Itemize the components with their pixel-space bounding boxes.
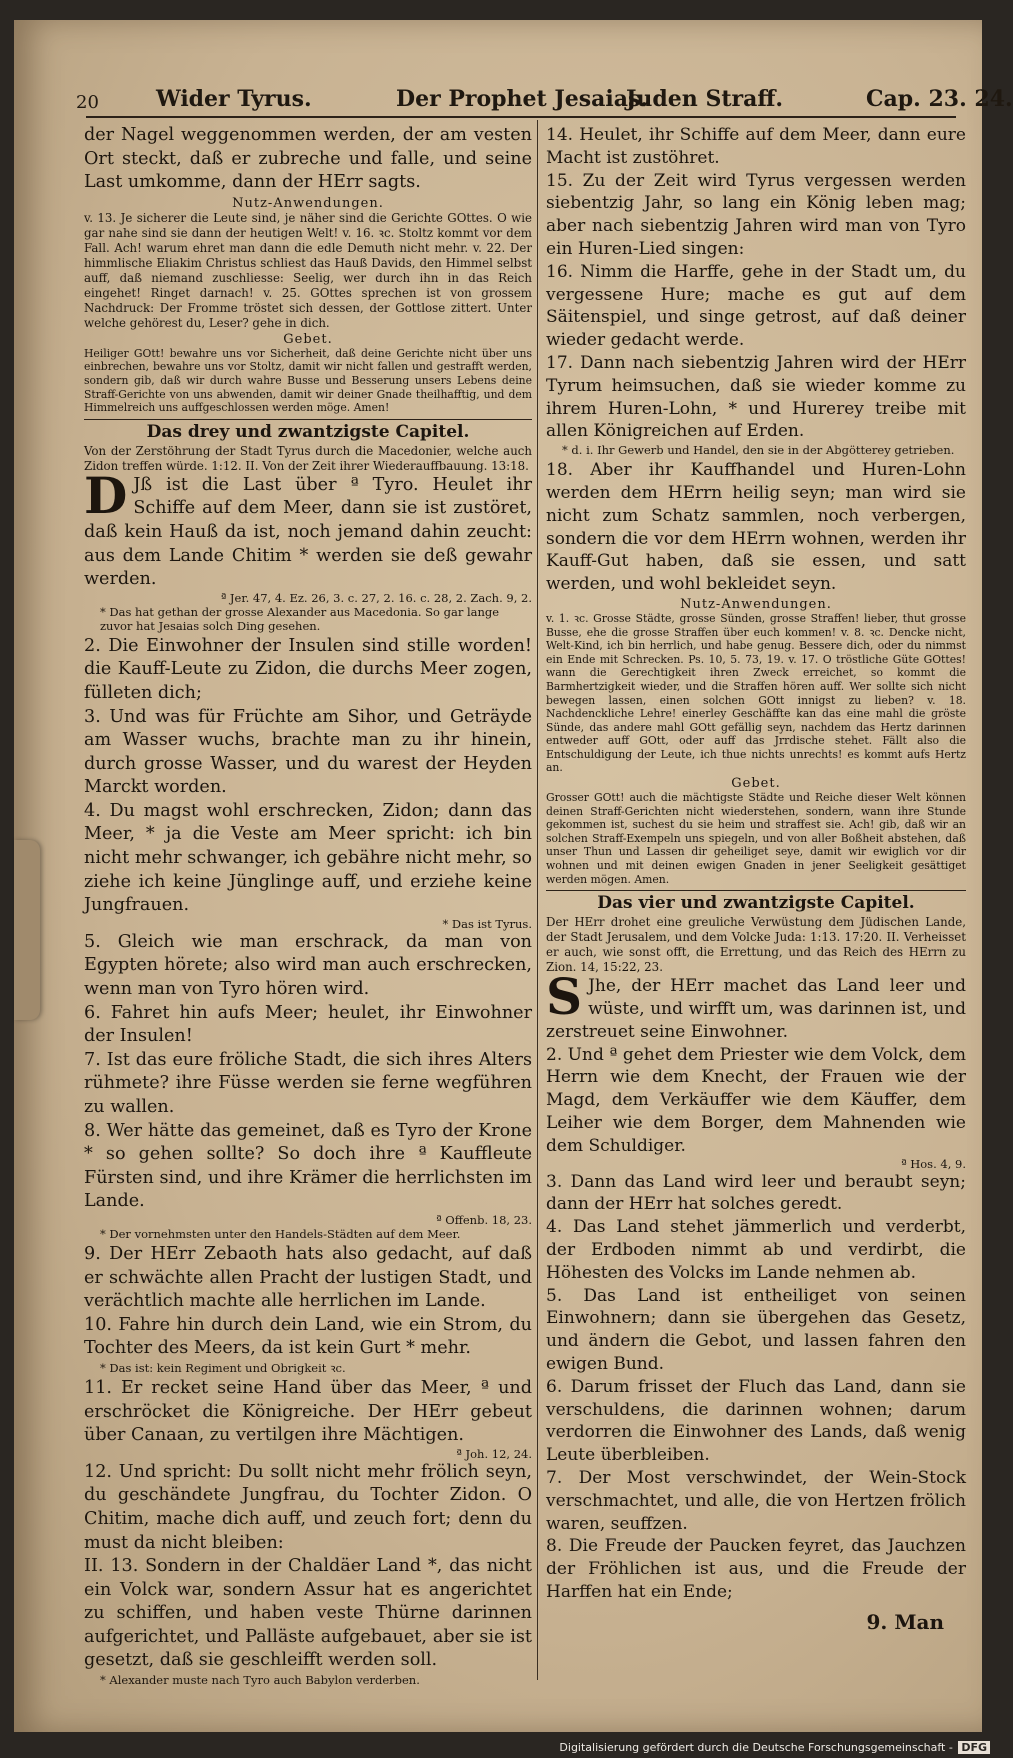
- footnote: * d. i. Ihr Gewerb und Handel, den sie in der Abgötterey getrieben.: [562, 443, 955, 458]
- cross-reference: ª Hos. 4, 9.: [901, 1156, 966, 1171]
- column-rule: [537, 120, 538, 1680]
- gebet-heading: Gebet.: [283, 331, 333, 347]
- gebet-text: Heiliger GOtt! bewahre uns vor Sicherheit, daß deine Gerichte nicht über uns einbrechen, bewahre uns vor Stoltz, damit wir nicht fallen und gestrafft werden, sondern gib, daß wir durch wahre Busse und Besserung unsers Lebens deine Straff-Gerichte von uns abwenden, damit wir deiner Gnade theilhafftig, und dem Himmelreich uns auffgeschlossen werden möge. Amen!: [84, 346, 532, 415]
- chapter-summary: Der HErr drohet eine greuliche Verwüstung dem Jüdischen Lande, der Stadt Jerusalem, und dem Volcke Juda: 1:13. 17:20. II. Verheisset er auch, wie sonst offt, die Errettung, und das Reich des HErrn zu Zion. 14, 15:22, 23.: [546, 915, 966, 975]
- left-column: [84, 124, 532, 1689]
- verse-6: 6. Fahret hin aufs Meer; heulet, ihr Einwohner der Insulen!: [84, 1002, 532, 1047]
- digitization-credit: [559, 1741, 990, 1754]
- catchword: 9. Man: [866, 1610, 944, 1634]
- verse-text: Jhe, der HErr machet das Land leer und wüste, und wirfft um, was darinnen ist, und zerstreuet seine Einwohner.: [546, 976, 966, 1042]
- nutz-text: v. 1. ꝛc. Grosse Städte, grosse Sünden, grosse Straffen! lieber, thut grosse Busse, ehe die grosse Straffen über euch kommen! v. 8. ꝛc. Dencke nicht, Welt-Kind, ich bin herrlich, und habe genug. Bessere dich, oder du nimmst ein Ende mit Schrecken. Ps. 10, 5. 73, 19. v. 17. O tröstliche Güte GOttes! wann die Gerechtigkeit ihren Zweck erreichet, so kommt die Barmhertzigkeit wieder, und die Straffen hören auff. Wer sollte sich nicht bewegen lassen, einen solchen GOtt innigst zu lieben? v. 18. Nachdenckliche Lehre! einerley Geschäffte kan das eine mahl die gröste Sünde, das andere mahl GOtt gefällig seyn, nachdem das Hertz darinnen entweder auff GOtt, oder auff das Jrrdische stehet. Fällt also die Entschuldigung der Leute, ich thue nichts unrechts! es kommt aufs Hertz an.: [546, 611, 966, 775]
- verse-6: 6. Darum frisset der Fluch das Land, dann sie verschuldens, die darinnen wohnen; darum verdorren die Einwohner des Lands, daß wenig Leute überbleiben.: [546, 1376, 966, 1466]
- verse-16: 16. Nimm die Harffe, gehe in der Stadt um, du vergessene Hure; mache es gut auf dem Säitenspiel, und singe getrost, auf daß deiner wieder gedacht werde.: [546, 261, 966, 351]
- chapter-summary: Von der Zerstöhrung der Stadt Tyrus durch die Macedonier, welche auch Zidon treffen würde. 1:12. II. Von der Zeit ihrer Wiederauffbauung. 13:18.: [84, 443, 532, 473]
- page-number: 20: [76, 92, 99, 113]
- verse-15: 15. Zu der Zeit wird Tyrus vergessen werden siebentzig Jahr, so lang ein König leben mag; aber nach siebentzig Jahren wird man von Tyro ein Huren-Lied singen:: [546, 170, 966, 259]
- footnote: * Das ist Tyrus.: [442, 916, 532, 931]
- verse-9: 9. Der HErr Zebaoth hats also gedacht, auf daß er schwächte allen Pracht der lustigen Stadt, und verächtlich machte alle herrlichen im Lande.: [84, 1243, 532, 1312]
- page-clip: [14, 840, 40, 1020]
- verse-3: 3. Dann das Land wird leer und beraubt seyn; dann der HErr hat solches geredt.: [546, 1171, 966, 1215]
- credit-text: Digitalisierung gefördert durch die Deutsche Forschungsgemeinschaft -: [559, 1741, 953, 1754]
- header-rule: [86, 116, 956, 118]
- drop-capital: D: [84, 465, 128, 525]
- gebet-heading: Gebet.: [731, 776, 781, 792]
- header-right: Juden Straff.: [626, 86, 784, 112]
- verse-17: 17. Dann nach siebentzig Jahren wird der HErr Tyrum heimsuchen, daß sie wieder komme zu ihrem Huren-Lohn, * und Hurerey treibe mit allen Königreichen auf Erden.: [546, 352, 966, 442]
- verse-1: [546, 967, 966, 1043]
- footnote: * Das ist: kein Regiment und Obrigkeit ꝛc.: [100, 1360, 346, 1375]
- verse-10: 10. Fahre hin durch dein Land, wie ein Strom, du Tochter des Meers, da ist kein Gurt * mehr.: [84, 1314, 532, 1359]
- nutz-heading: Nutz-Anwendungen.: [680, 596, 832, 612]
- nutz-text: v. 13. Je sicherer die Leute sind, je näher sind die Gerichte GOttes. O wie gar nahe sind sie dann der heutigen Welt! v. 16. ꝛc. Stoltz kommt vor dem Fall. Ach! warum ehret man dann die edle Demuth nicht mehr. v. 22. Der himmlische Eliakim Christus schliest das Hauß Davids, den Himmel selbst auff, daß niemand zuschliesse: Seelig, wer durch ihn in das Reich eingehet! Ringet darnach! v. 25. GOttes sprechen ist von grossem Nachdruck: Der Fromme tröstet sich dessen, der Gottlose zittert. Unter welche gehörest du, Leser? gehe in dich.: [84, 210, 532, 330]
- drop-capital: S: [546, 967, 583, 1027]
- verse-12: 12. Und spricht: Du sollt nicht mehr frölich seyn, du geschändete Jungfrau, du Tochter Zidon. O Chitim, mache dich auff, und zeuch fort; denn du must da nicht bleiben:: [84, 1461, 532, 1553]
- cross-reference: ª Jer. 47, 4. Ez. 26, 3. c. 27, 2. 16. c. 28, 2. Zach. 9, 2.: [220, 590, 532, 605]
- chapter-title: Das vier und zwantzigste Capitel.: [546, 890, 966, 913]
- footnote: * Der vornehmsten unter den Handels-Städten auf dem Meer.: [100, 1226, 461, 1241]
- verse-4: 4. Du magst wohl erschrecken, Zidon; dann das Meer, * ja die Veste am Meer spricht: ich bin nicht mehr schwanger, ich gebähre nicht mehr, so ziehe ich keine Jünglinge auff, und erziehe keine Jungfrauen.: [84, 800, 532, 916]
- verse-text: Jß ist die Last über ª Tyro. Heulet ihr Schiffe auf dem Meer, dann sie ist zustöret, daß kein Hauß da ist, noch jemand dahin zeucht: aus dem Lande Chitim * werden sie deß gewahr werden.: [84, 474, 532, 590]
- header-chapter: Cap. 23. 24.: [866, 86, 1013, 112]
- right-column: [546, 124, 966, 1604]
- cross-reference: ª Joh. 12, 24.: [456, 1446, 532, 1461]
- verse-14: 14. Heulet, ihr Schiffe auf dem Meer, dann eure Macht ist zustöhret.: [546, 125, 966, 168]
- verse-3: 3. Und was für Früchte am Sihor, und Geträyde am Wasser wuchs, brachte man zu ihr hinein, durch grosse Wasser, und du warest der Heyden Marckt worden.: [84, 706, 532, 798]
- verse-continuation: der Nagel weggenommen werden, der am vesten Ort steckt, daß er zubreche und falle, und seine Last umkomme, dann der HErr sagts.: [84, 125, 532, 193]
- verse-8: 8. Die Freude der Paucken feyret, das Jauchzen der Fröhlichen ist aus, und die Freude der Harffen hat ein Ende;: [546, 1536, 966, 1602]
- verse-2: 2. Die Einwohner der Insulen sind stille worden! die Kauff-Leute zu Zidon, die durchs Meer zogen, fülleten dich;: [84, 635, 532, 703]
- dfg-logo: DFG: [958, 1741, 990, 1754]
- verse-7: 7. Ist das eure fröliche Stadt, die sich ihres Alters rühmete? ihre Füsse werden sie ferne wegführen zu wallen.: [84, 1049, 532, 1117]
- verse-11: 11. Er recket seine Hand über das Meer, ª und erschröcket die Königreiche. Der HErr gebeut über Canaan, zu vertilgen ihre Mächtigen.: [84, 1377, 532, 1446]
- book-page: [14, 20, 1013, 1732]
- chapter-title: Das drey und zwantzigste Capitel.: [84, 419, 532, 442]
- verse-13: II. 13. Sondern in der Chaldäer Land *, das nicht ein Volck war, sondern Assur hat es angerichtet zu schiffen, und haben veste Thürne darinnen aufgerichtet, und Palläste aufgebauet, aber sie ist gesetzt, daß sie geschleifft werden soll.: [84, 1556, 532, 1671]
- verse-8: 8. Wer hätte das gemeinet, daß es Tyro der Krone * so gehen sollte? So doch ihre ª Kauffleute Fürsten sind, und ihre Krämer die herrlichsten im Lande.: [84, 1120, 532, 1212]
- verse-18: 18. Aber ihr Kauffhandel und Huren-Lohn werden dem HErrn heilig seyn; man wird sie nicht zum Schatz sammlen, noch verbergen, sondern die vor dem HErrn wohnen, werden ihr Kauff-Gut haben, daß sie essen, und satt werden, und wohl bekleidet seyn.: [546, 460, 966, 595]
- gebet-text: Grosser GOtt! auch die mächtigste Städte und Reiche dieser Welt können deinen Straff-Gerichten nicht wiederstehen, sondern, wann ihre Stunde gekommen ist, suchest du sie heim und straffest sie. Ach! gib, daß wir an solchen Straff-Exempeln uns spiegeln, und von aller Boßheit abstehen, daß unser Thun und Lassen dir geheiliget seye, damit wir ewiglich vor dir wohnen und mit deinen ewigen Gnaden in jener Seeligkeit gesättiget werden mögen. Amen.: [546, 791, 966, 886]
- verse-5: 5. Gleich wie man erschrack, da man von Egypten hörete; also wird man auch erschrecken, wenn man von Tyro hören wird.: [84, 931, 532, 1000]
- cross-reference: ª Offenb. 18, 23.: [436, 1212, 532, 1227]
- header-center: Der Prophet Jesaias.: [396, 86, 649, 112]
- nutz-heading: Nutz-Anwendungen.: [232, 195, 384, 211]
- verse-1: [84, 465, 532, 592]
- verse-4: 4. Das Land stehet jämmerlich und verderbt, der Erdboden nimmt ab und verdirbt, die Höhesten des Volcks im Lande nehmen ab.: [546, 1217, 966, 1283]
- verse-2: 2. Und ª gehet dem Priester wie dem Volck, dem Herrn wie dem Knecht, der Frauen wie der Magd, dem Verkäuffer wie dem Käuffer, dem Leiher wie dem Borger, dem Mahnenden wie dem Schuldiger.: [546, 1044, 966, 1156]
- verse-5: 5. Das Land ist entheiliget von seinen Einwohnern; dann sie übergehen das Gesetz, und ändern die Gebot, und lassen fahren den ewigen Bund.: [546, 1285, 966, 1374]
- footnote: * Alexander muste nach Tyro auch Babylon verderben.: [100, 1673, 420, 1688]
- verse-7: 7. Der Most verschwindet, der Wein-Stock verschmachtet, und alle, die von Hertzen frölich waren, seuffzen.: [546, 1467, 966, 1534]
- running-head: [76, 80, 1013, 120]
- footnote: * Das hat gethan der grosse Alexander aus Macedonia. So gar lange zuvor hat Jesaias solch Ding gesehen.: [100, 604, 500, 633]
- header-left: Wider Tyrus.: [156, 86, 312, 112]
